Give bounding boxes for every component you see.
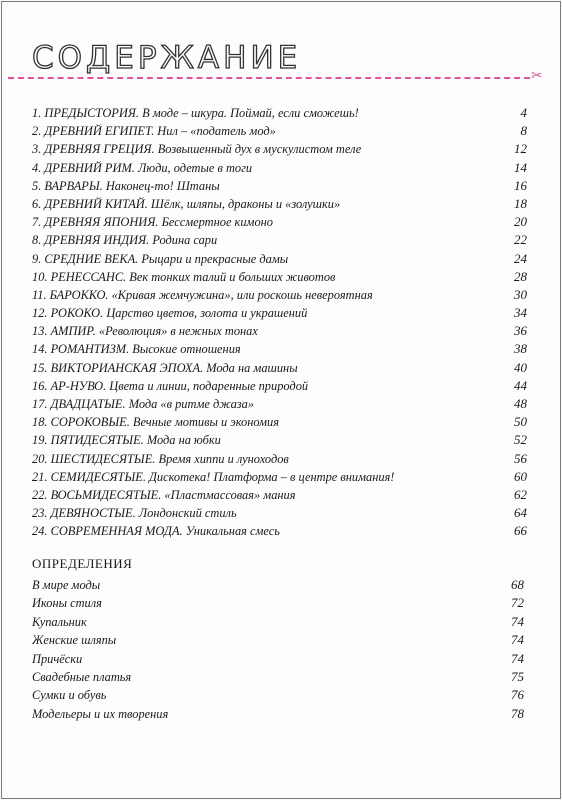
toc-entry[interactable] [32, 522, 527, 540]
entry-title: 8. ДРЕВНЯЯ ИНДИЯ. Родина сари [32, 233, 218, 248]
page-number: 72 [511, 595, 524, 611]
entry-title: Причёски [32, 651, 83, 666]
toc-entry[interactable] [32, 322, 527, 340]
toc-entry[interactable] [32, 140, 527, 158]
page-number: 38 [514, 341, 527, 357]
toc-entry[interactable] [32, 613, 524, 631]
page-number: 24 [514, 250, 527, 266]
entry-title: 9. СРЕДНИЕ ВЕКА. Рыцари и прекрасные дамы [32, 251, 289, 266]
entry-title: Иконы стиля [32, 596, 102, 611]
entry-title: 10. РЕНЕССАНС. Век тонких талий и больших животов [32, 269, 336, 284]
entry-title: 20. ШЕСТИДЕСЯТЫЕ. Время хиппи и луноходов [32, 451, 289, 466]
toc-entry[interactable] [32, 576, 524, 594]
page-number: 12 [514, 141, 527, 157]
entry-title: 7. ДРЕВНЯЯ ЯПОНИЯ. Бессмертное кимоно [32, 215, 273, 230]
entry-title: Модельеры и их творения [32, 706, 169, 721]
entry-title: 4. ДРЕВНИЙ РИМ. Люди, одетые в тоги [32, 160, 253, 175]
toc-entry[interactable] [32, 268, 527, 286]
entry-title: 18. СОРОКОВЫЕ. Вечные мотивы и экономия [32, 415, 279, 430]
entry-title: 15. ВИКТОРИАНСКАЯ ЭПОХА. Мода на машины [32, 360, 298, 375]
toc-entry[interactable] [32, 594, 524, 612]
toc-entry[interactable] [32, 359, 527, 377]
page-number: 14 [514, 159, 527, 175]
toc-entry[interactable] [32, 468, 527, 486]
entry-title: Сумки и обувь [32, 688, 107, 703]
toc-entry[interactable] [32, 250, 527, 268]
toc-entry[interactable] [32, 431, 527, 449]
page-number: 56 [514, 450, 527, 466]
page-number: 22 [514, 232, 527, 248]
toc-entry[interactable] [32, 286, 527, 304]
entry-title: 19. ПЯТИДЕСЯТЫЕ. Мода на юбки [32, 433, 221, 448]
toc-entry[interactable] [32, 650, 524, 668]
contents-list [32, 104, 527, 541]
entry-title: 12. РОКОКО. Царство цветов, золота и украшений [32, 306, 308, 321]
page-title-text: СОДЕРЖАНИЕ [32, 40, 302, 76]
page-number: 4 [520, 105, 527, 120]
page-number: 30 [514, 286, 527, 302]
toc-entry[interactable] [32, 668, 524, 686]
page-number: 28 [514, 268, 527, 284]
toc-entry[interactable] [32, 159, 527, 177]
entry-title: 5. ВАРВАРЫ. Наконец-то! Штаны [32, 178, 220, 193]
entry-title: 1. ПРЕДЫСТОРИЯ. В моде – шкура. Поймай, если сможешь! [32, 106, 359, 120]
entry-title: 11. БАРОККО. «Кривая жемчужина», или роскошь невероятная [32, 287, 373, 302]
page-number: 68 [511, 577, 524, 592]
toc-entry[interactable] [32, 104, 527, 122]
page-number: 66 [514, 523, 527, 539]
toc-entry[interactable] [32, 340, 527, 358]
page-number: 40 [514, 359, 527, 375]
definitions-list [32, 576, 524, 723]
page-title [32, 40, 301, 76]
toc-entry[interactable] [32, 395, 527, 413]
entry-title: 6. ДРЕВНИЙ КИТАЙ. Шёлк, шляпы, драконы и «золушки» [32, 196, 341, 211]
entry-title: 17. ДВАДЦАТЫЕ. Мода «в ритме джаза» [32, 397, 255, 411]
page-number: 44 [514, 377, 527, 393]
toc-entry[interactable] [32, 413, 527, 431]
page-number: 8 [520, 123, 527, 139]
page-number: 50 [514, 414, 527, 430]
page-number: 76 [511, 687, 524, 703]
page-number: 18 [514, 195, 527, 211]
page-number: 16 [514, 177, 527, 193]
entry-title: В мире моды [32, 578, 101, 592]
entry-title: Купальник [32, 614, 87, 629]
toc-entry[interactable] [32, 213, 527, 231]
page-number: 34 [514, 305, 527, 321]
toc-entry[interactable] [32, 377, 527, 395]
page-number: 64 [514, 505, 527, 521]
toc-entry[interactable] [32, 486, 527, 504]
page-number: 20 [514, 214, 527, 230]
toc-entry[interactable] [32, 631, 524, 649]
entry-title: 2. ДРЕВНИЙ ЕГИПЕТ. Нил – «податель мод» [32, 124, 276, 139]
definitions-title: ОПРЕДЕЛЕНИЯ [32, 556, 133, 571]
page-number: 74 [511, 650, 524, 666]
scissors-icon: ✂ [531, 68, 543, 84]
page-number: 36 [514, 323, 527, 339]
stitch-divider [8, 77, 530, 83]
entry-title: 3. ДРЕВНЯЯ ГРЕЦИЯ. Возвышенный дух в мускулистом теле [32, 142, 362, 157]
page-number: 52 [514, 432, 527, 448]
page-number: 60 [514, 468, 527, 484]
page-number: 62 [514, 486, 527, 502]
toc-entry[interactable] [32, 122, 527, 140]
entry-title: 13. АМПИР. «Революция» в нежных тонах [32, 324, 258, 339]
toc-entry[interactable] [32, 504, 527, 522]
toc-entry[interactable] [32, 705, 524, 723]
entry-title: 21. СЕМИДЕСЯТЫЕ. Дискотека! Платформа – в центре внимания! [32, 469, 395, 484]
toc-entry[interactable] [32, 304, 527, 322]
entry-title: 23. ДЕВЯНОСТЫЕ. Лондонский стиль [32, 506, 237, 521]
page-number: 48 [514, 396, 527, 411]
toc-entry[interactable] [32, 231, 527, 249]
entry-title: 14. РОМАНТИЗМ. Высокие отношения [32, 342, 241, 357]
page-number: 75 [511, 668, 524, 684]
entry-title: 22. ВОСЬМИДЕСЯТЫЕ. «Пластмассовая» мания [32, 487, 296, 502]
page-number: 78 [511, 705, 524, 721]
toc-entry[interactable] [32, 686, 524, 704]
toc-entry[interactable] [32, 177, 527, 195]
toc-entry[interactable] [32, 195, 527, 213]
page-number: 74 [511, 613, 524, 629]
entry-title: 24. СОВРЕМЕННАЯ МОДА. Уникальная смесь [32, 524, 280, 539]
entry-title: 16. АР-НУВО. Цвета и линии, подаренные природой [32, 378, 309, 393]
page-number: 74 [511, 632, 524, 648]
entry-title: Свадебные платья [32, 669, 132, 684]
toc-entry[interactable] [32, 450, 527, 468]
entry-title: Женские шляпы [32, 633, 117, 648]
